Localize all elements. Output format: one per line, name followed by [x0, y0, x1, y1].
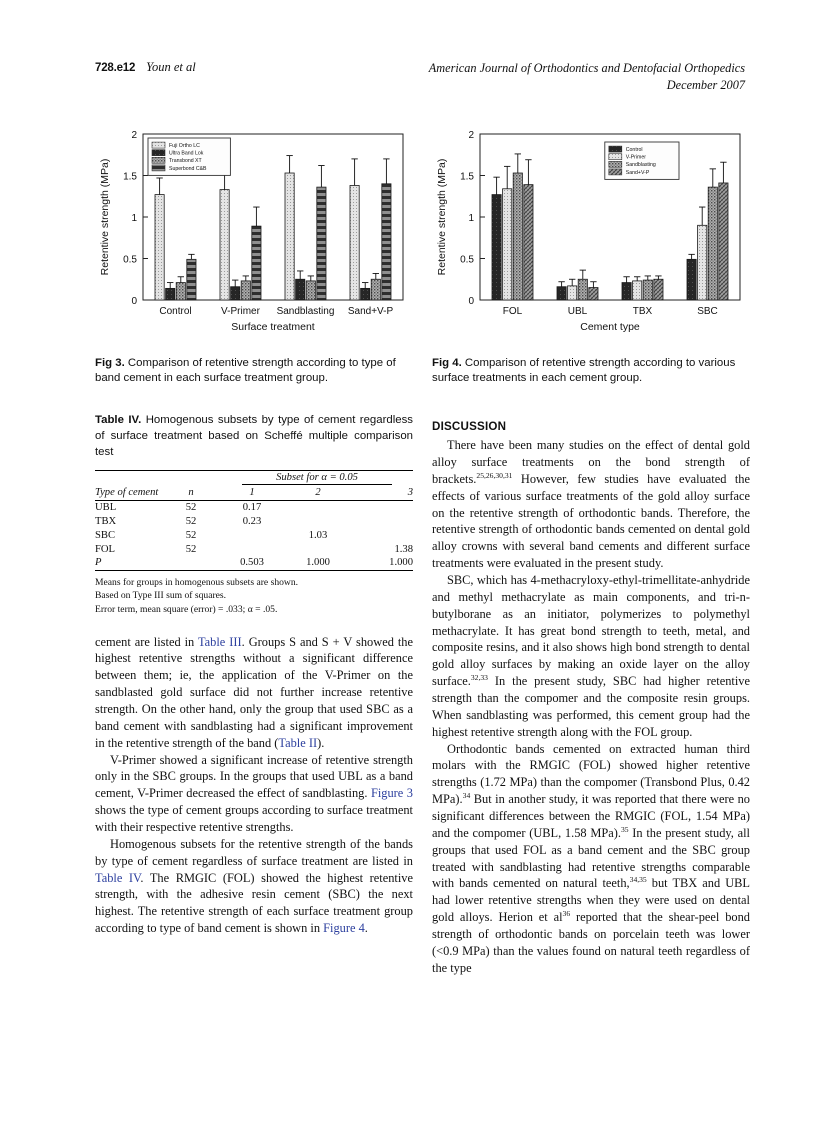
xref-figure-4[interactable]: Figure 4 [323, 921, 365, 936]
page-folio: 728.e12 [95, 62, 136, 74]
reference-marker[interactable]: 25,26,30,31 [476, 470, 513, 480]
right-column-body [432, 437, 750, 977]
text-fragment: . Groups S and S + V showed the highest retentive strengths without a significant difference between them; ie, the application of the V-Primer on the sandblasted gold surface did not further increase retentive strength. On the other hand, only the group that used SBC as a band cement with sandblasting had a significant improvement in the retentive strength of the band ( [95, 634, 413, 750]
svg-text:Ultra Band Lok: Ultra Band Lok [169, 150, 204, 157]
running-head-authors: Youn et al [146, 60, 196, 74]
reference-marker[interactable]: 35 [620, 824, 629, 834]
table-4 [95, 470, 413, 571]
svg-text:0: 0 [468, 296, 474, 307]
cell-n: 52 [185, 502, 197, 514]
svg-text:2: 2 [468, 130, 474, 141]
figure-3-caption [95, 356, 413, 386]
cell-subset-2: 1.03 [308, 529, 328, 541]
xref-figure-3[interactable]: Figure 3 [370, 786, 413, 801]
svg-text:Sand+V-P: Sand+V-P [625, 169, 650, 176]
svg-text:2: 2 [131, 130, 137, 141]
table-4-footnote: Based on Type III sum of squares. [95, 590, 227, 602]
cell-n: 52 [185, 529, 197, 541]
cell-subset-1 [221, 542, 283, 556]
svg-text:1: 1 [468, 213, 474, 224]
table-4-col-subset-2: 2 [283, 486, 353, 500]
svg-text:1: 1 [131, 213, 137, 224]
text-fragment: cement are listed in [95, 634, 198, 649]
reference-marker[interactable]: 36 [562, 909, 571, 919]
text-fragment: There have been many studies on the effect of dental gold alloy surface treatments on the bond strength of brackets. [432, 438, 750, 486]
text-fragment: shows the type of cement groups according to surface treatment with their respective retentive strengths. [95, 803, 413, 835]
paragraph-continued [95, 634, 413, 752]
table-row [95, 542, 413, 556]
svg-text:Fuji Ortho LC: Fuji Ortho LC [169, 143, 200, 149]
cell-p-n [161, 556, 221, 570]
text-fragment: SBC, which has 4-methacryloxy-ethyl-trimellitate-anhydride and methyl methacrylate as main components, and tri-n-butylborane as an initiator, polymerizes to polymethyl methacrylate. It has great bond strength to teeth, metal, and composite resins, and it also shows high bond strength to dental gold alloy surfaces by making an oxide layer on the alloy surface. [432, 572, 750, 689]
cell-subset-2 [283, 542, 353, 556]
cell-subset-2 [283, 515, 353, 529]
table-4-body [95, 500, 413, 570]
table-4-footnote: Means for groups in homogenous subsets are shown. [95, 576, 299, 588]
journal-title: American Journal of Orthodontics and Dentofacial Orthopedics [428, 61, 745, 75]
svg-text:Sandblasting: Sandblasting [276, 306, 335, 317]
table-4-subset-header [221, 470, 413, 486]
text-fragment: V-Primer showed a significant increase of retentive strength only in the SBC groups. In the groups that used UBL as a band cement, V-Primer decreased the effect of sandblasting. [95, 752, 413, 801]
table-4-p-row [95, 556, 413, 570]
figure-4-caption-text: Comparison of retentive strength according to various surface treatments in each cement group. [432, 357, 736, 385]
figure-3-label: Fig 3. [95, 357, 125, 369]
cell-cement: FOL [95, 543, 116, 555]
svg-text:Control: Control [159, 306, 192, 317]
cell-cement: TBX [95, 516, 117, 527]
svg-text:Control: Control [625, 147, 643, 153]
left-column [95, 118, 413, 937]
text-fragment: ). [317, 735, 325, 750]
figure-3-chart [95, 118, 413, 346]
cell-subset-3 [353, 515, 413, 529]
table-4-block [95, 412, 413, 616]
cell-p-subset-1: 0.503 [221, 556, 283, 570]
svg-text:Sandblasting: Sandblasting [625, 162, 656, 169]
svg-text:UBL: UBL [567, 306, 588, 317]
svg-text:SBC: SBC [697, 306, 718, 317]
table-4-title [95, 412, 413, 461]
text-fragment: Homogenous subsets for the retentive strength of the bands by type of cement regardless of surface treatment are listed in [95, 836, 413, 868]
table-4-footnote: Error term, mean square (error) = .033; α = .05. [95, 603, 278, 615]
table-row [95, 515, 413, 529]
cell-subset-2 [283, 500, 353, 514]
table-4-col-subset-1: 1 [221, 486, 283, 500]
table-4-group-header-row [95, 470, 413, 486]
cell-p-label: P [95, 556, 161, 570]
cell-subset-3 [353, 528, 413, 542]
text-fragment: In the present study, all groups that used FOL as a band cement and the SBC group treated with sandblasting had retentive strengths comparable with bands cemented on natural teeth, [432, 825, 750, 891]
svg-text:Superbond C&B: Superbond C&B [169, 165, 207, 172]
cell-subset-3: 1.38 [394, 543, 413, 555]
paragraph [432, 437, 750, 572]
table-row [95, 528, 413, 542]
svg-text:Surface treatment: Surface treatment [231, 321, 315, 333]
issue-date: December 2007 [666, 77, 745, 92]
svg-text:0.5: 0.5 [123, 254, 137, 266]
table-4-blank-2 [161, 470, 221, 486]
figure-3-caption-text: Comparison of retentive strength according to type of band cement in each surface treatment group. [95, 357, 396, 385]
svg-text:Retentive strength (MPa): Retentive strength (MPa) [99, 158, 111, 276]
spacer [432, 386, 750, 420]
text-fragment: Orthodontic bands cemented on extracted human third molars with the RMGIC (FOL) showed higher retentive strengths (1.72 MPa) than the compomer (Transbond Plus, 0.42 MPa). [432, 741, 750, 807]
table-row [95, 500, 413, 514]
table-4-col-subset-3: 3 [353, 486, 413, 500]
text-fragment: reported that the shear-peel bond strength of orthodontic bands on porcelain teeth was lower (<0.9 MPa) than the values found on natural teeth regardless of the type [432, 910, 750, 975]
cell-cement: UBL [95, 502, 117, 514]
paragraph [95, 752, 413, 836]
running-head-right [429, 60, 745, 93]
cell-subset-1 [221, 528, 283, 542]
paragraph [432, 741, 750, 977]
cell-n: 52 [185, 543, 197, 555]
table-4-col-n: n [161, 486, 221, 500]
svg-text:Sand+V-P: Sand+V-P [347, 306, 394, 317]
left-column-body [95, 634, 413, 937]
table-4-subset-header-text: Subset for α = 0.05 [242, 472, 392, 485]
bar-chart-fig3 [95, 118, 413, 346]
figure-4-label: Fig 4. [432, 357, 462, 369]
xref-table-4[interactable]: Table IV [95, 870, 141, 885]
right-column [432, 118, 750, 977]
running-head-left [95, 60, 196, 75]
xref-table-3[interactable]: Table III [197, 634, 242, 649]
text-fragment: . [364, 921, 368, 936]
table-4-footnotes [95, 576, 413, 617]
cell-p-subset-2: 1.000 [283, 556, 353, 570]
svg-text:Retentive strength (MPa): Retentive strength (MPa) [436, 158, 448, 276]
text-fragment: but TBX and UBL had lower retentive strengths when they were used on dental gold alloys. Herion et al [432, 876, 750, 925]
cell-n: 52 [185, 516, 197, 527]
figure-3 [95, 118, 413, 386]
figure-4 [432, 118, 750, 386]
svg-text:Cement type: Cement type [580, 321, 640, 333]
svg-text:0: 0 [131, 296, 137, 307]
paragraph [432, 572, 750, 741]
svg-text:V-Primer: V-Primer [625, 154, 646, 161]
table-4-title-text: Homogenous subsets by type of cement regardless of surface treatment based on Scheffé multiple comparison test [95, 414, 413, 459]
svg-text:0.5: 0.5 [460, 254, 474, 266]
cell-cement: SBC [95, 529, 116, 541]
section-heading-discussion: DISCUSSION [432, 420, 507, 434]
cell-subset-1: 0.17 [242, 502, 262, 514]
text-fragment: In the present study, SBC had higher retentive strength than the compomer and the composite resin groups. When sandblasting was performed, this cement group had the highest retentive strength along with the FOL group. [432, 674, 750, 739]
text-fragment: But in another study, it was reported that there were no significant differences between the RMGIC (FOL, 1.54 MPa) and the compomer (UBL, 1.58 MPa). [432, 792, 750, 840]
figure-4-chart [432, 118, 750, 346]
running-head [95, 60, 745, 93]
text-fragment: . The RMGIC (FOL) showed the highest retentive strength, with the adhesive resin cement (SBC) the next highest. The retentive strength of each surface treatment group according to type of band cement is shown in [95, 870, 413, 936]
cell-subset-1: 0.23 [242, 516, 262, 527]
table-4-column-header-row [95, 486, 413, 500]
svg-text:1.5: 1.5 [123, 171, 137, 183]
reference-marker[interactable]: 34,35 [629, 875, 647, 885]
reference-marker[interactable]: 34 [462, 791, 471, 801]
text-fragment: However, few studies have evaluated the effects of various surface treatments of the gold alloy surface on the retentive strength of orthodontic bands. Therefore, the retentive strength of orthodontic bands cemented on dental gold alloy crowns with several band cements and different surface treatments were evaluated in the present study. [432, 471, 750, 571]
svg-text:Transbond XT: Transbond XT [169, 158, 202, 165]
paragraph [95, 836, 413, 937]
reference-marker[interactable]: 32,33 [470, 673, 488, 682]
svg-text:1.5: 1.5 [460, 171, 474, 183]
cell-subset-3 [353, 500, 413, 514]
cell-p-subset-3: 1.000 [353, 556, 413, 570]
figure-4-caption [432, 356, 750, 386]
xref-table-2[interactable]: Table II [278, 735, 318, 750]
svg-text:TBX: TBX [632, 306, 653, 317]
table-4-blank-1 [95, 470, 161, 486]
svg-text:FOL: FOL [502, 306, 523, 317]
svg-text:V-Primer: V-Primer [221, 306, 260, 317]
table-4-col-cement: Type of cement [95, 486, 161, 500]
bar-chart-fig4 [432, 118, 750, 346]
table-4-label: Table IV. [95, 414, 142, 427]
